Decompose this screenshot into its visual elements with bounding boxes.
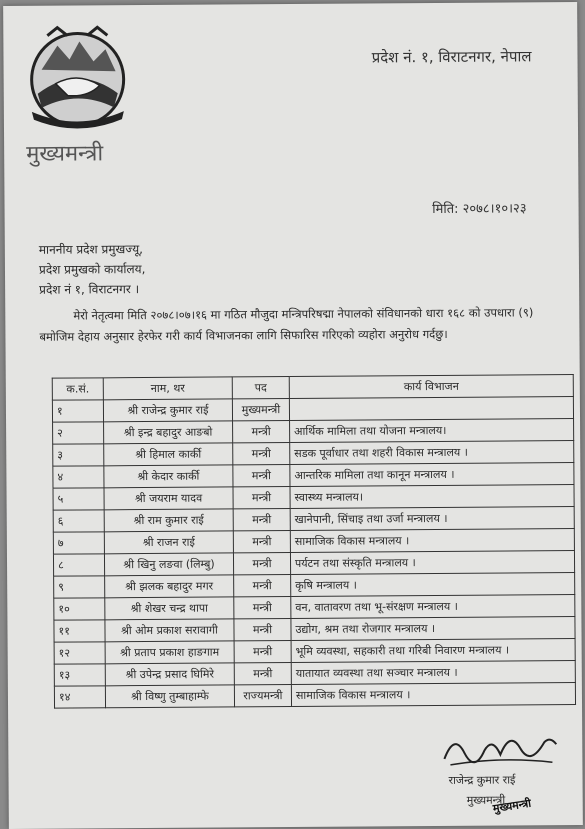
minister-table — [52, 374, 576, 709]
column-header-serial: क.सं. — [52, 378, 103, 400]
row-post: मन्त्री — [234, 663, 291, 685]
row-post: मन्त्री — [234, 597, 291, 619]
row-name: श्री झलक बहादुर मगर — [105, 575, 234, 598]
row-post: मन्त्री — [233, 465, 290, 487]
row-name: श्री प्रताप प्रकाश हाङगाम — [105, 641, 234, 664]
row-name: श्री राम कुमार राई — [104, 509, 233, 532]
row-serial: २ — [53, 422, 104, 444]
row-name: श्री हिमाल कार्की — [104, 443, 233, 466]
row-department: सामाजिक विकास मन्त्रालय । — [291, 683, 575, 707]
row-department: स्वास्थ्य मन्त्रालय। — [290, 485, 574, 509]
row-serial: ४ — [53, 466, 104, 488]
row-department: सामाजिक विकास मन्त्रालय । — [290, 529, 574, 553]
row-post: मुख्यमन्त्री — [232, 399, 289, 421]
row-department — [289, 397, 573, 421]
row-department: कृषि मन्त्रालय । — [291, 573, 575, 597]
column-header-post: पद — [232, 377, 289, 399]
row-post: मन्त्री — [233, 531, 290, 553]
row-post: मन्त्री — [234, 575, 291, 597]
row-serial: १४ — [54, 686, 105, 708]
nepal-emblem-icon — [17, 23, 138, 132]
row-serial: १० — [54, 598, 105, 620]
row-department: वन, वातावरण तथा भू-संरक्षण मन्त्रालय । — [291, 595, 575, 619]
row-serial: १२ — [54, 642, 105, 664]
row-post: मन्त्री — [233, 421, 290, 443]
row-department: पर्यटन तथा संस्कृति मन्त्रालय । — [290, 551, 574, 575]
row-name: श्री राजेन्द्र कुमार राई — [103, 399, 232, 422]
row-department: आर्थिक मामिला तथा योजना मन्त्रालय। — [290, 419, 574, 443]
letter-sheet — [3, 2, 583, 829]
row-serial: ५ — [53, 488, 104, 510]
recipient-line: प्रदेश प्रमुखको कार्यालय, — [38, 262, 146, 277]
row-name: श्री जयराम यादव — [104, 487, 233, 510]
row-serial: १ — [52, 400, 103, 422]
letter-body: मेरो नेतृत्वमा मिति २०७८।०७।१६ मा गठित मौजुदा मन्त्रिपरिषद्मा नेपालको संविधानको धारा १६८ को उपधारा (९) बमोजिम देहाय अनुसार हेरफेर गरी कार्य विभाजनका लागि सिफारिस गरिएको व्यहोरा अनुरोध गर्दछु। — [39, 305, 534, 344]
row-post: मन्त्री — [233, 509, 290, 531]
letter-date: मिति: २०७८।१०।२३ — [432, 201, 527, 218]
signature-scrawl-icon — [440, 722, 560, 771]
signatory-title: मुख्यमन्त्री — [466, 793, 506, 807]
recipient-line: प्रदेश नं १, विराटनगर । — [39, 282, 140, 297]
row-name: श्री विष्णु तुम्बाहाम्फे — [105, 685, 234, 708]
row-post: मन्त्री — [233, 553, 290, 575]
row-department: खानेपानी, सिंचाइ तथा उर्जा मन्त्रालय । — [290, 507, 574, 531]
row-post: मन्त्री — [233, 487, 290, 509]
row-name: श्री इन्द्र बहादुर आङबो — [104, 421, 233, 444]
column-header-department: कार्य विभाजन — [289, 375, 573, 399]
row-serial: ६ — [53, 510, 104, 532]
recipient-line: माननीय प्रदेश प्रमुखज्यू, — [38, 242, 144, 257]
row-serial: ११ — [54, 620, 105, 642]
row-serial: ८ — [53, 554, 104, 576]
row-post: राज्यमन्त्री — [234, 685, 291, 707]
row-name: श्री शेखर चन्द्र थापा — [105, 597, 234, 620]
row-department: यातायात व्यवस्था तथा सञ्चार मन्त्रालय । — [291, 661, 575, 685]
row-department: आन्तरिक मामिला तथा कानून मन्त्रालय । — [290, 463, 574, 487]
row-name: श्री ओम प्रकाश सरावागी — [105, 619, 234, 642]
row-post: मन्त्री — [233, 443, 290, 465]
office-title: मुख्यमन्त्री — [26, 141, 104, 167]
official-stamp: मुख्यमन्त्री — [491, 796, 532, 816]
row-serial: ९ — [54, 576, 105, 598]
row-department: भूमि व्यवस्था, सहकारी तथा गरिबी निवारण मन्त्रालय । — [291, 639, 575, 663]
row-name: श्री केदार कार्की — [104, 465, 233, 488]
row-department: उद्योग, श्रम तथा रोजगार मन्त्रालय । — [291, 617, 575, 641]
row-serial: ७ — [53, 532, 104, 554]
recipient-block — [39, 239, 146, 300]
row-name: श्री राजन राई — [104, 531, 233, 554]
row-serial: १३ — [54, 664, 105, 686]
row-name: श्री उपेन्द्र प्रसाद घिमिरे — [105, 663, 234, 686]
row-name: श्री खिनु लङवा (लिम्बु) — [104, 553, 233, 576]
office-address: प्रदेश नं. १, विराटनगर, नेपाल — [371, 47, 532, 67]
table-row — [54, 683, 575, 709]
row-department: सडक पूर्वाधार तथा शहरी विकास मन्त्रालय । — [290, 441, 574, 465]
row-post: मन्त्री — [234, 641, 291, 663]
row-serial: ३ — [53, 444, 104, 466]
signatory-name: राजेन्द्र कुमार राई — [448, 773, 516, 787]
column-header-name: नाम, थर — [103, 377, 232, 400]
row-post: मन्त्री — [234, 619, 291, 641]
